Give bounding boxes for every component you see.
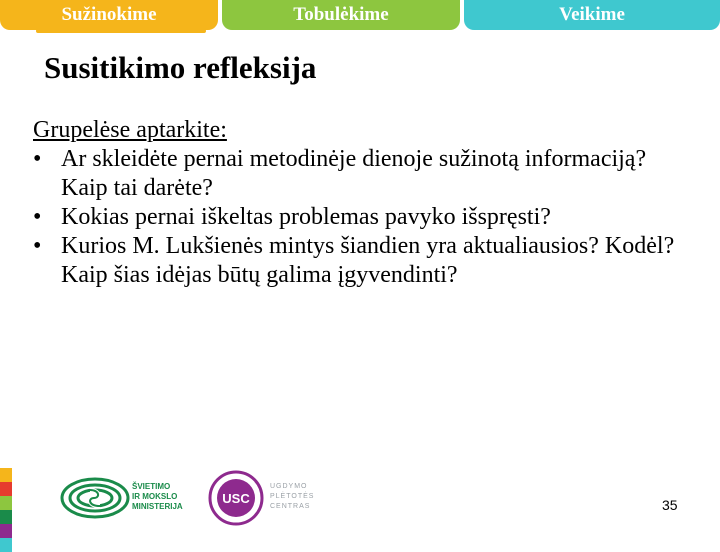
tab-suzinokime[interactable]: [0, 0, 218, 30]
usc-logo: [206, 470, 315, 531]
list-item: [33, 232, 693, 290]
ministry-logo: [60, 476, 183, 525]
color-block: [0, 496, 12, 510]
color-block: [0, 524, 12, 538]
ministry-logo-text: ŠVIETIMO IR MOKSLO MINISTERIJA: [132, 482, 183, 511]
active-tab-indicator: [36, 29, 206, 33]
top-tab-bar: [0, 0, 720, 32]
usc-logo-icon: [206, 470, 266, 526]
bullet-icon: •: [33, 146, 42, 172]
tab-label: Tobulėkime: [293, 4, 389, 25]
color-block: [0, 468, 12, 482]
tab-tobulekime[interactable]: [222, 0, 460, 30]
list-item: [33, 145, 693, 203]
color-strip: [0, 468, 12, 552]
color-block: [0, 482, 12, 496]
color-block: [0, 510, 12, 524]
bullet-list: [33, 145, 693, 290]
bullet-text: Ar skleidėte pernai metodinėje dienoje sužinotą informaciją? Kaip tai darėte?: [61, 146, 647, 201]
ministry-logo-icon: [60, 476, 130, 520]
intro-text: Grupelėse aptarkite:: [33, 117, 227, 143]
list-item: [33, 203, 693, 232]
bullet-text: Kurios M. Lukšienės mintys šiandien yra aktualiausios? Kodėl? Kaip šias idėjas būtų galima įgyvendinti?: [61, 233, 675, 288]
usc-logo-text: UGDYMO PLĖTOTĖS CENTRAS: [270, 483, 315, 510]
tab-label: Sužinokime: [61, 4, 157, 25]
svg-text:USC: USC: [222, 491, 250, 506]
bullet-icon: •: [33, 204, 42, 230]
slide-title: Susitikimo refleksija: [44, 50, 317, 85]
slide-body: [33, 116, 693, 290]
bullet-icon: •: [33, 233, 42, 259]
color-block: [0, 538, 12, 552]
tab-label: Veikime: [559, 4, 625, 25]
page-number: 35: [662, 497, 678, 513]
tab-veikime[interactable]: [464, 0, 720, 30]
bullet-text: Kokias pernai iškeltas problemas pavyko išspręsti?: [61, 204, 551, 230]
